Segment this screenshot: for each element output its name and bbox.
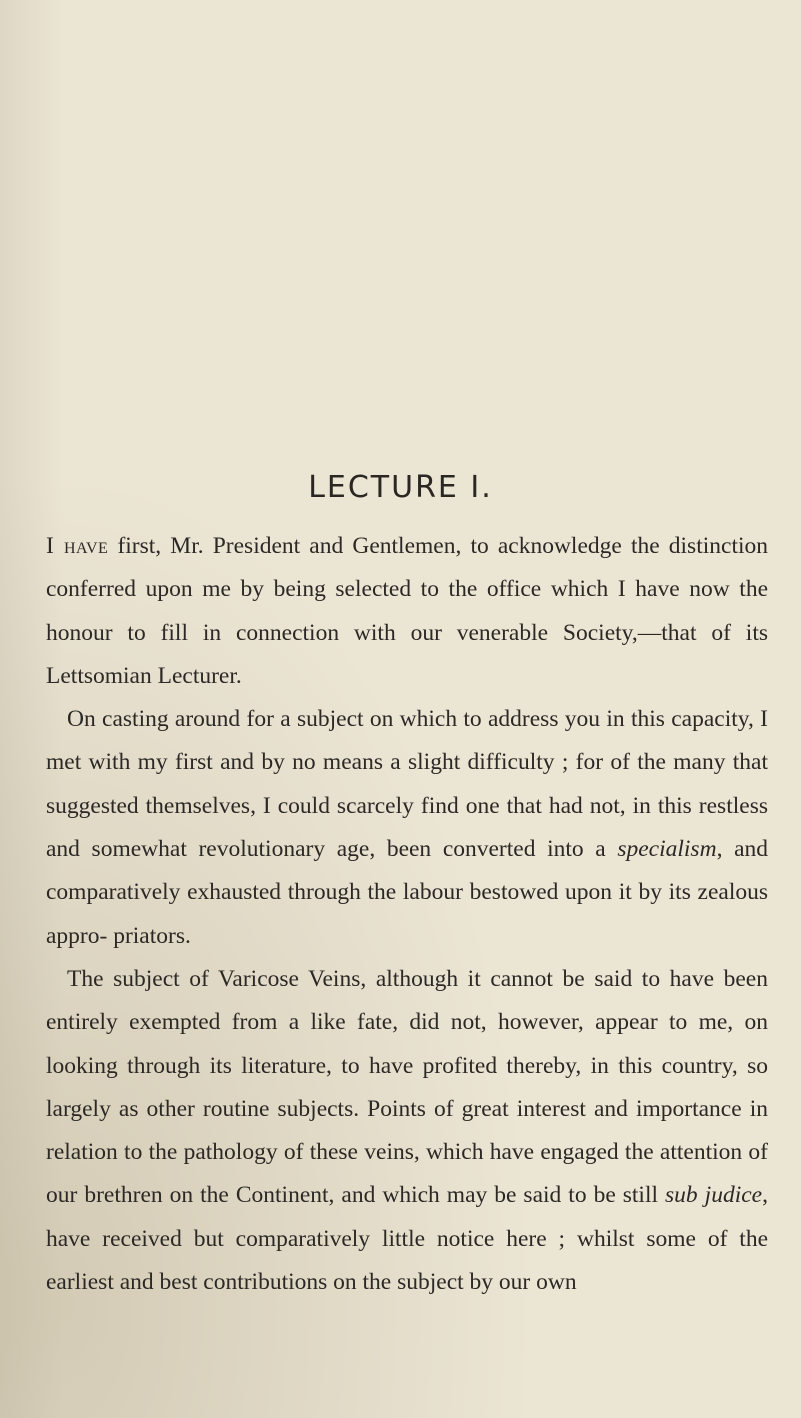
paragraph-3-text-a: The subject of Varicose Veins, although it cannot be said to have been entirely exempted from a like fate, did not, however, appear to me, on looking through its literature, to have profited thereby, in this country, so largely as other routine subjects. Points of great interest and importance in relation to the pathology of these veins, which have engaged the attention of our brethren on the Continent, and which may be said to be still bbox=[46, 965, 768, 1209]
lecture-body bbox=[46, 525, 768, 1304]
paragraph-1-text: first, Mr. President and Gentlemen, to acknowledge the distinction conferred upon me by being selected to the office which I have now the honour to fill in connection with our venerable Society,—that of its Lettsomian Lecturer. bbox=[46, 533, 768, 689]
opening-words: I have bbox=[46, 533, 109, 559]
paragraph-1 bbox=[46, 525, 768, 698]
paragraph-3 bbox=[46, 958, 768, 1304]
lecture-heading: LECTURE I. bbox=[308, 470, 493, 505]
paragraph-2 bbox=[46, 698, 768, 958]
paragraph-2-text-a: On casting around for a subject on which to address you in this capacity, I met with my first and by no means a slight difficulty ; for of the many that suggested themselves, I could scarcely find one that had not, in this restless and somewhat revolutionary age, been converted into a bbox=[46, 706, 768, 863]
paragraph-3-text-b: , have received but comparatively little notice here ; whilst some of the earliest and best contributions on the subject by our own bbox=[46, 1182, 768, 1296]
paragraph-3-italic: sub judice bbox=[665, 1182, 763, 1209]
paragraph-2-italic: specialism bbox=[617, 836, 717, 863]
paragraph-2-text-b: , and comparatively exhausted through the labour bestowed upon it by its zealous appro- priators. bbox=[46, 836, 768, 949]
